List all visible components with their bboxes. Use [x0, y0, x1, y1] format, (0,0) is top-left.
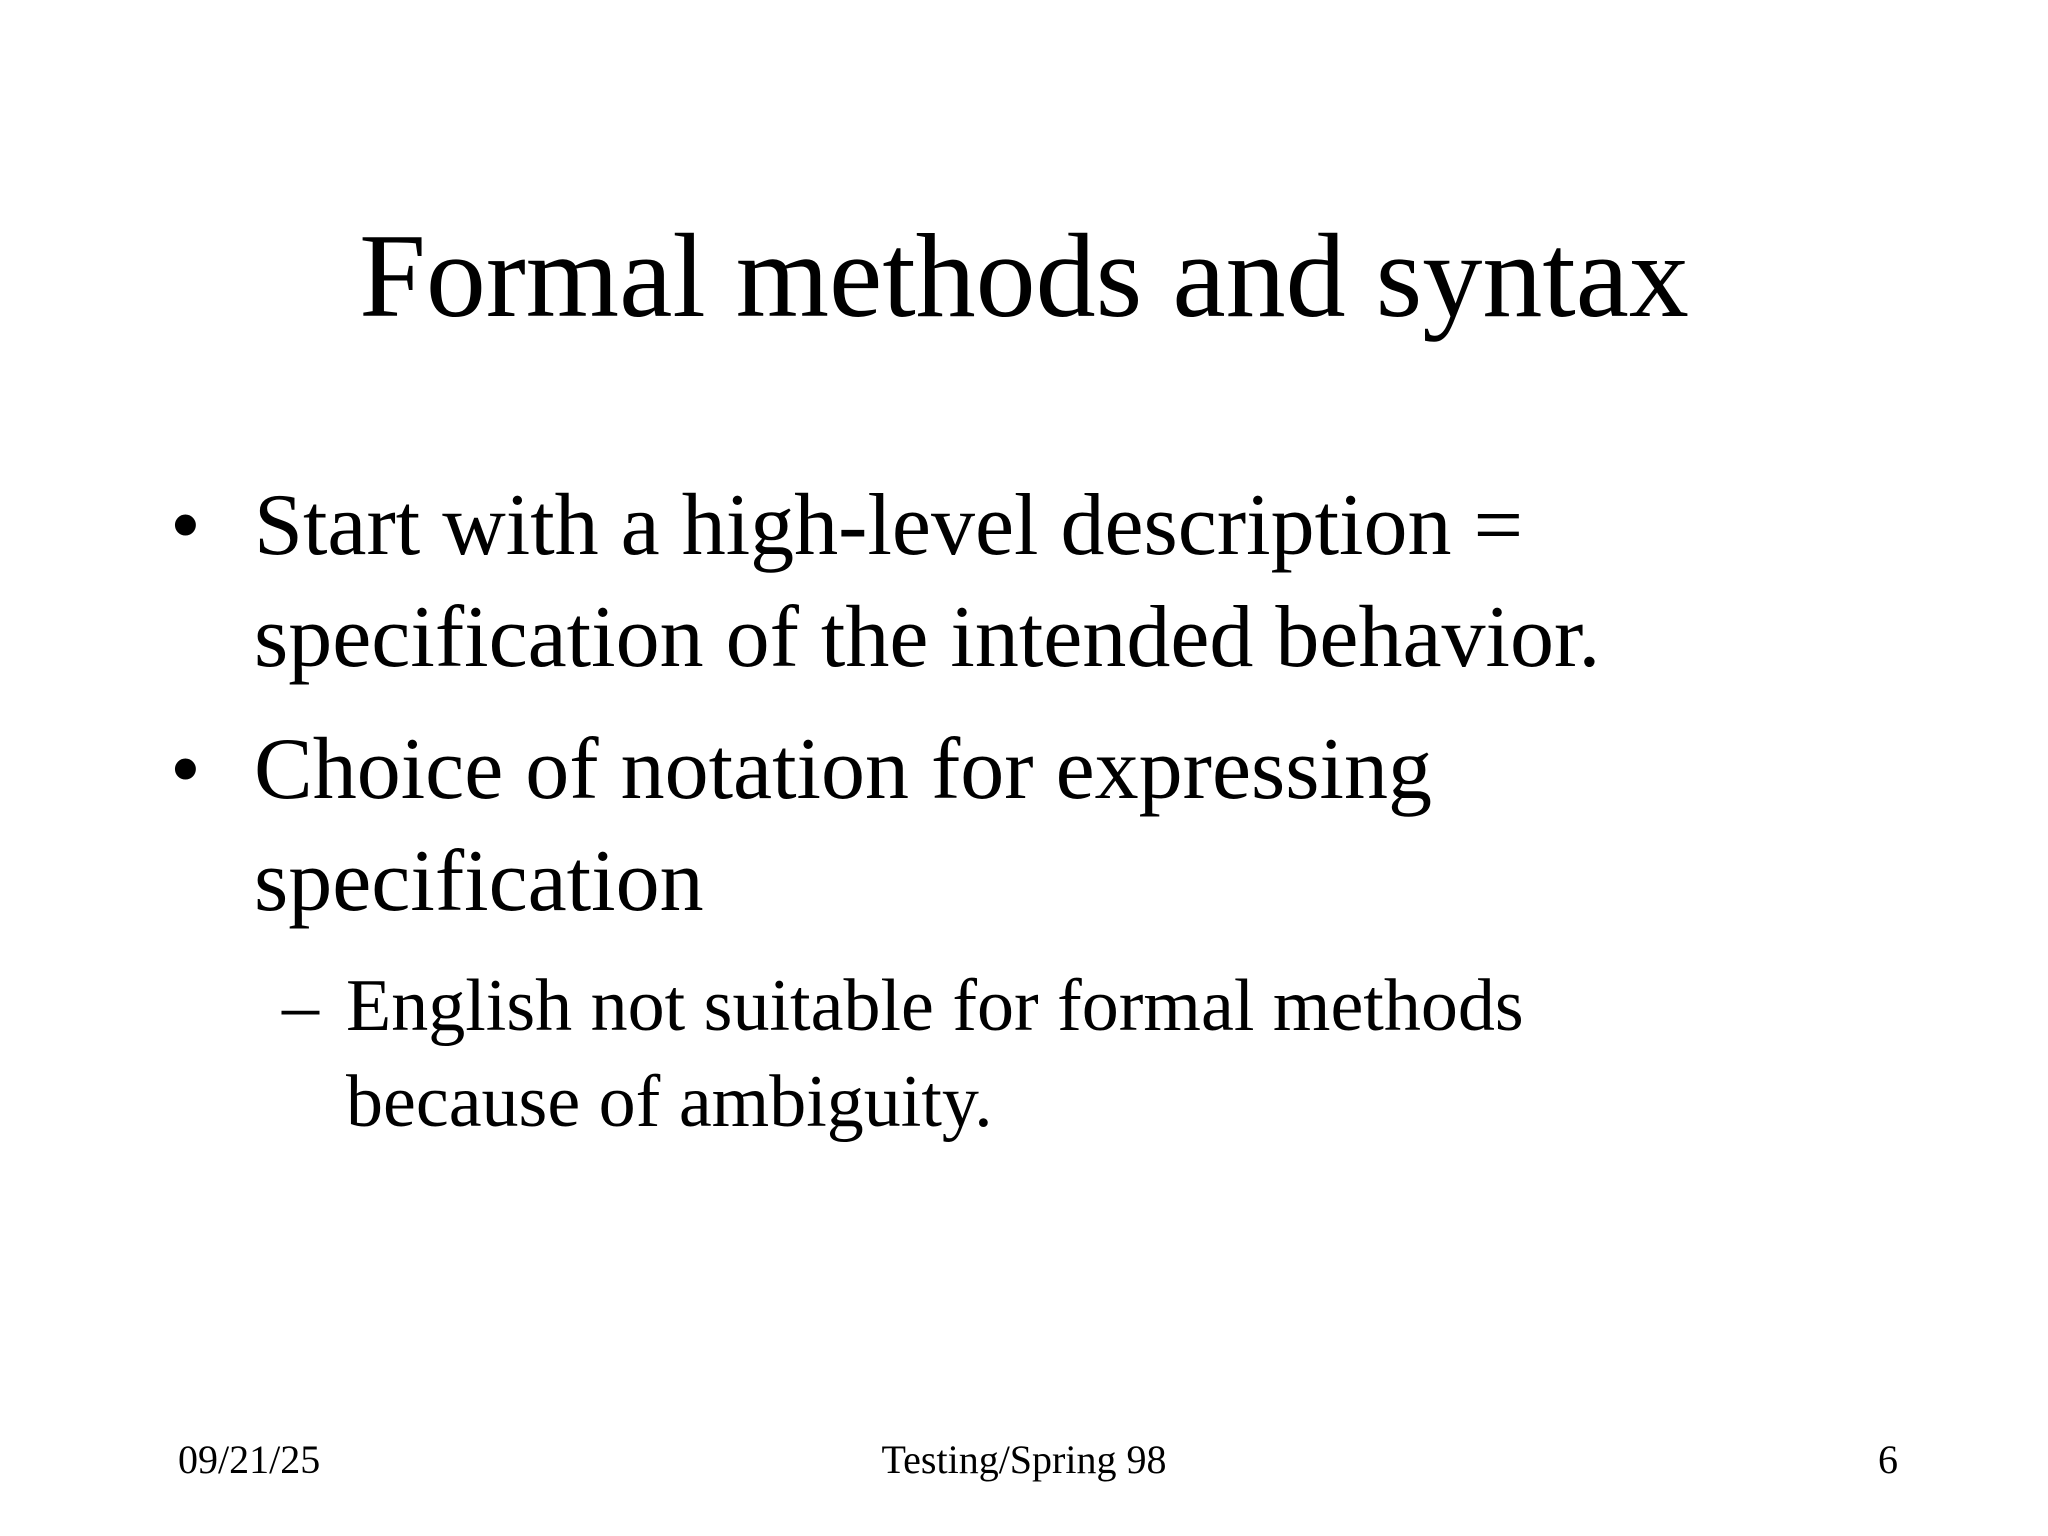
sub-bullet-item	[170, 958, 1970, 1150]
sub-bullet-marker: –	[282, 965, 319, 1047]
bullet-line: Start with a high-level description =	[254, 477, 1524, 574]
bullet-line: specification of the intended behavior.	[254, 589, 1601, 686]
sub-bullet-line: because of ambiguity.	[346, 1061, 993, 1143]
bullet-list	[170, 470, 1970, 1150]
bullet-item	[170, 470, 1970, 694]
bullet-marker: •	[170, 477, 201, 574]
bullet-line: specification	[254, 833, 704, 930]
slide-title: Formal methods and syntax	[359, 209, 1689, 342]
footer-course: Testing/Spring 98	[881, 1437, 1167, 1482]
footer-page-number: 6	[1878, 1437, 1898, 1482]
footer-date: 09/21/25	[178, 1437, 321, 1482]
bullet-marker: •	[170, 721, 201, 818]
bullet-item	[170, 714, 1970, 938]
bullet-line: Choice of notation for expressing	[254, 721, 1432, 818]
sub-bullet-line: English not suitable for formal methods	[346, 965, 1524, 1047]
